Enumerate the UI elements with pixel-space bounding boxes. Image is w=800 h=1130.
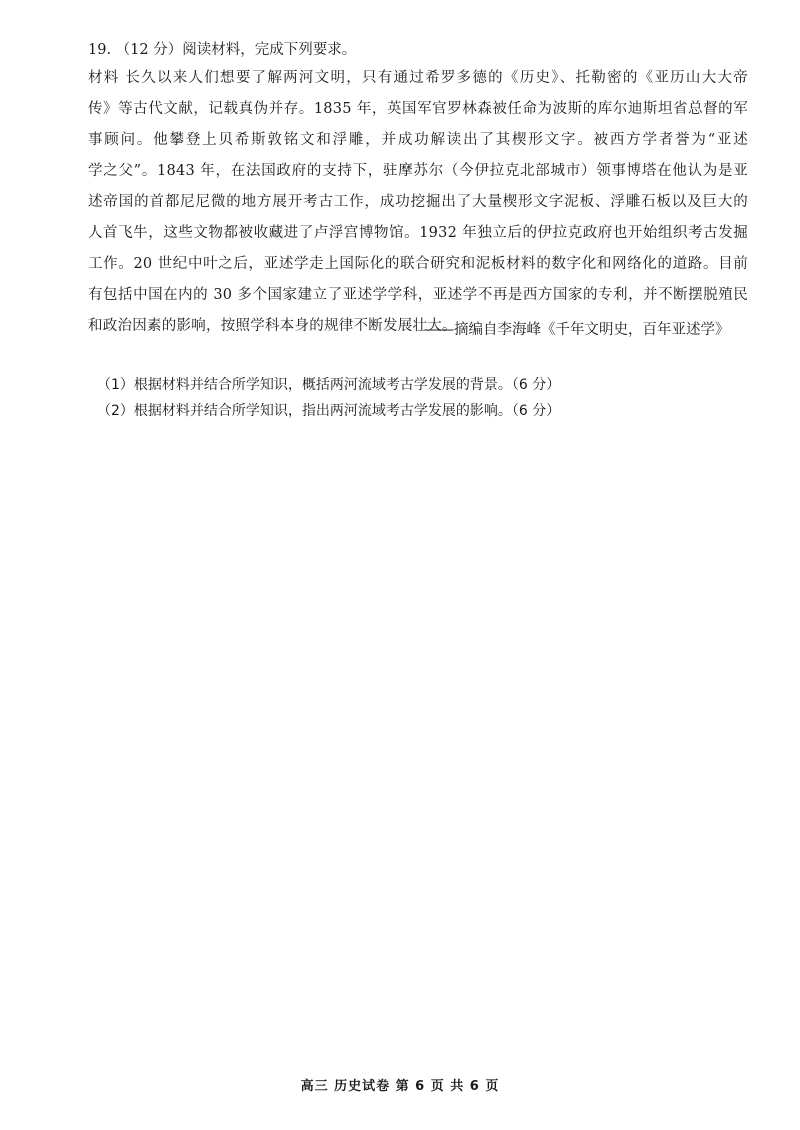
material-line: 人首飞牛，这些文物都被收藏进了卢浮宫博物馆。1932 年独立后的伊拉克政府也开始组织考古发掘 — [88, 225, 748, 241]
material-line: 和政治因素的影响，按照学科本身的规律不断发展壮大。 — [88, 318, 457, 334]
page-footer: 高三 历史试卷 第 6 页 共 6 页 — [300, 1079, 500, 1094]
material-source: ——摘编自李海峰《千年文明史，百年亚述学》 — [425, 322, 730, 338]
material-line: 学之父”。1843 年，在法国政府的支持下，驻摩苏尔（今伊拉克北部城市）领事博塔在他认为是亚 — [88, 163, 748, 179]
material-line: 述帝国的首都尼尼微的地方展开考古工作，成功挖掘出了大量楔形文字泥板、浮雕石板以及巨大的 — [88, 194, 748, 210]
material-line: 材料 长久以来人们想要了解两河文明，只有通过希罗多德的《历史》、托勒密的《亚历山大大帝 — [88, 70, 748, 86]
material-line: 传》等古代文献，记载真伪并存。1835 年，英国军官罗林森被任命为波斯的库尔迪斯坦省总督的军 — [88, 101, 748, 117]
sub-question-1: （1）根据材料并结合所学知识，概括两河流域考古学发展的背景。（6 分） — [97, 377, 561, 393]
sub-question-2: （2）根据材料并结合所学知识，指出两河流域考古学发展的影响。（6 分） — [97, 403, 561, 419]
question-header: 19. （12 分）阅读材料，完成下列要求。 — [88, 42, 357, 58]
material-line: 有包括中国在内的 30 多个国家建立了亚述学学科，亚述学不再是西方国家的专利，并不断摆脱殖民 — [88, 287, 748, 303]
material-line: 工作。20 世纪中叶之后，亚述学走上国际化的联合研究和泥板材料的数字化和网络化的道路。目前 — [88, 256, 748, 272]
material-line: 事顾问。他攀登上贝希斯敦铭文和浮雕，并成功解读出了其楔形文字。被西方学者誉为“亚述 — [88, 132, 748, 148]
